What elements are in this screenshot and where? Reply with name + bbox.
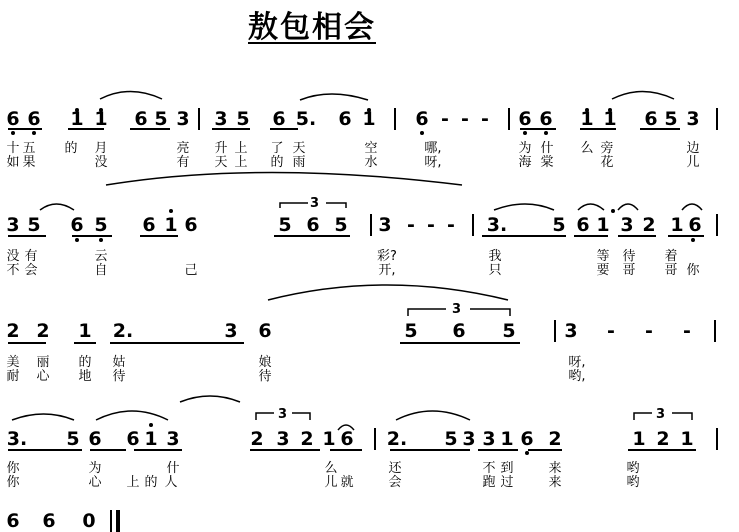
note: 2 [656,428,670,450]
lyric: 会 [388,475,402,490]
lyric: 上 [234,155,248,170]
barline [716,214,718,236]
note: 1 [580,108,594,130]
note: 1 [78,320,92,342]
note: - [607,320,615,342]
lyric: 呀, [424,155,442,170]
note: 6 [452,320,466,342]
lyric: 待 [622,249,636,264]
barline [370,214,372,236]
barline [374,428,376,450]
lyric: 果 [22,155,36,170]
lyric: 什 [166,461,180,476]
barline [714,320,716,342]
note: - [447,214,455,236]
lyric: 就 [340,475,354,490]
lyric: 己 [184,263,198,278]
note: 6 [6,510,20,532]
note: 5 [236,108,250,130]
song-title: 敖包相会 [248,10,376,45]
lyric: 么 [324,461,338,476]
note: - [481,108,489,130]
note: 3 [564,320,578,342]
note: 3 [482,428,496,450]
lyric: 要 [596,263,610,278]
lyric: 我 [488,249,502,264]
lyric: 来 [548,475,562,490]
lyric: 哟 [626,461,640,476]
note: 1 [94,108,108,130]
note: 5 [404,320,418,342]
lyric: 云 [94,249,108,264]
note: 3. [486,214,508,236]
lyric: 哟, [568,369,586,384]
lyric: 耐 [6,369,20,384]
note: 5 [278,214,292,236]
note: 6 [520,428,534,450]
lyric: 上 [234,141,248,156]
note: 3. [6,428,28,450]
svg-text:3: 3 [452,302,462,317]
lyric: 呀, [568,355,586,370]
note: 6 [42,510,56,532]
note: 3 [214,108,228,130]
note: 0 [82,510,96,532]
note: 6 [518,108,532,130]
lyric: 儿 [686,155,700,170]
lyric: 什 [540,141,554,156]
note: 2 [548,428,562,450]
lyric: 空 [364,141,378,156]
barline [110,510,112,532]
lyric: 到 [500,461,514,476]
lyric: 月 [94,141,108,156]
note: 1 [500,428,514,450]
note: 6 [306,214,320,236]
note: 2 [250,428,264,450]
lyric: 没 [6,249,20,264]
lyric: 天 [214,155,228,170]
lyric: 棠 [540,155,554,170]
lyric: 不 [482,461,496,476]
line3-slurs [268,285,508,300]
lyric: 十 [6,141,20,156]
note: 1 [670,214,684,236]
lyric: 有 [176,155,190,170]
svg-text:3: 3 [656,407,666,422]
barline [394,108,396,130]
lyric: 着 [664,249,678,264]
lyric: 了 [270,141,284,156]
lyric: 哥 [622,263,636,278]
note: 6 [576,214,590,236]
lyric: 彩? [377,249,397,264]
lyric: 哪, [424,141,442,156]
svg-text:3: 3 [278,407,288,422]
lyric: 么 [580,141,594,156]
lyric: 天 [292,141,306,156]
note: 6 [539,108,553,130]
note: 5 [27,214,41,236]
lyric: 哟 [626,475,640,490]
lyric: 五 [22,141,36,156]
lyric: 美 [6,355,20,370]
note: 5 [66,428,80,450]
note: - [683,320,691,342]
lyric: 姑 [112,355,126,370]
lyric: 待 [258,369,272,384]
note: 3 [166,428,180,450]
line4-slurs [12,396,470,430]
note: 3 [6,214,20,236]
lyric: 的 [144,475,158,490]
svg-text:3: 3 [310,196,320,211]
note: 6 [258,320,272,342]
lyric: 的 [270,155,284,170]
note: 3 [224,320,238,342]
lyric: 水 [364,155,378,170]
lyric: 哥 [664,263,678,278]
note: 1 [680,428,694,450]
note: 6 [142,214,156,236]
note: 5 [502,320,516,342]
lyric: 跑 [482,475,496,490]
line2-slurs [40,173,702,211]
note: 6 [338,108,352,130]
lyric: 如 [6,155,20,170]
lyric: 地 [78,369,92,384]
note: 5 [664,108,678,130]
note: 1 [362,108,376,130]
note: - [427,214,435,236]
note: 3 [620,214,634,236]
note: 1 [632,428,646,450]
note: 5 [334,214,348,236]
lyric: 待 [112,369,126,384]
lyric: 还 [388,461,402,476]
lyric: 没 [94,155,108,170]
lyric: 上 [126,475,140,490]
note: 5. [295,108,317,130]
note: - [461,108,469,130]
barline [198,108,200,130]
note: 1 [596,214,610,236]
note: - [407,214,415,236]
lyric: 花 [600,155,614,170]
note: 6 [688,214,702,236]
note: 5 [94,214,108,236]
lyric: 会 [24,263,38,278]
note: 6 [88,428,102,450]
note: 2 [36,320,50,342]
note: - [441,108,449,130]
note: 1 [144,428,158,450]
note: 3 [686,108,700,130]
note: 3 [378,214,392,236]
note: 6 [644,108,658,130]
lyric: 人 [164,475,178,490]
barline [716,428,718,450]
lyric: 有 [24,249,38,264]
lyric: 升 [214,141,228,156]
note: 5 [444,428,458,450]
note: 5 [154,108,168,130]
barline [508,108,510,130]
lyric: 雨 [292,155,306,170]
lyric: 自 [94,263,108,278]
note: 6 [134,108,148,130]
barline [716,108,718,130]
note: 6 [184,214,198,236]
lyric: 娘 [258,355,272,370]
note: 1 [164,214,178,236]
note: 6 [340,428,354,450]
lyric: 心 [36,369,50,384]
lyric: 你 [6,461,20,476]
note: 1 [322,428,336,450]
lyric: 为 [518,141,532,156]
lyric: 丽 [36,355,50,370]
lyric: 海 [518,155,532,170]
note: 6 [70,214,84,236]
note: 6 [27,108,41,130]
note: 3 [276,428,290,450]
note: 3 [462,428,476,450]
lyric: 只 [488,263,502,278]
note: 1 [70,108,84,130]
note: 6 [126,428,140,450]
lyric: 的 [64,141,78,156]
note: 1 [603,108,617,130]
note: 3 [176,108,190,130]
lyric: 的 [78,355,92,370]
barline-thick [116,510,120,532]
lyric: 开, [378,263,396,278]
lyric: 为 [88,461,102,476]
barline [472,214,474,236]
lyric: 儿 [324,475,338,490]
lyric: 你 [686,263,700,278]
note: 6 [6,108,20,130]
note: 2. [112,320,134,342]
lyric: 旁 [600,141,614,156]
lyric: 等 [596,249,610,264]
lyric: 过 [500,475,514,490]
note: 6 [272,108,286,130]
lyric: 心 [88,475,102,490]
note: 5 [552,214,566,236]
lyric: 来 [548,461,562,476]
lyric: 边 [686,141,700,156]
lyric: 你 [6,475,20,490]
note: 2 [642,214,656,236]
note: 2 [300,428,314,450]
note: 6 [415,108,429,130]
note: - [645,320,653,342]
line1-slurs [100,92,674,101]
lyric: 亮 [176,141,190,156]
lyric: 不 [6,263,20,278]
barline [554,320,556,342]
note: 2. [386,428,408,450]
note: 2 [6,320,20,342]
